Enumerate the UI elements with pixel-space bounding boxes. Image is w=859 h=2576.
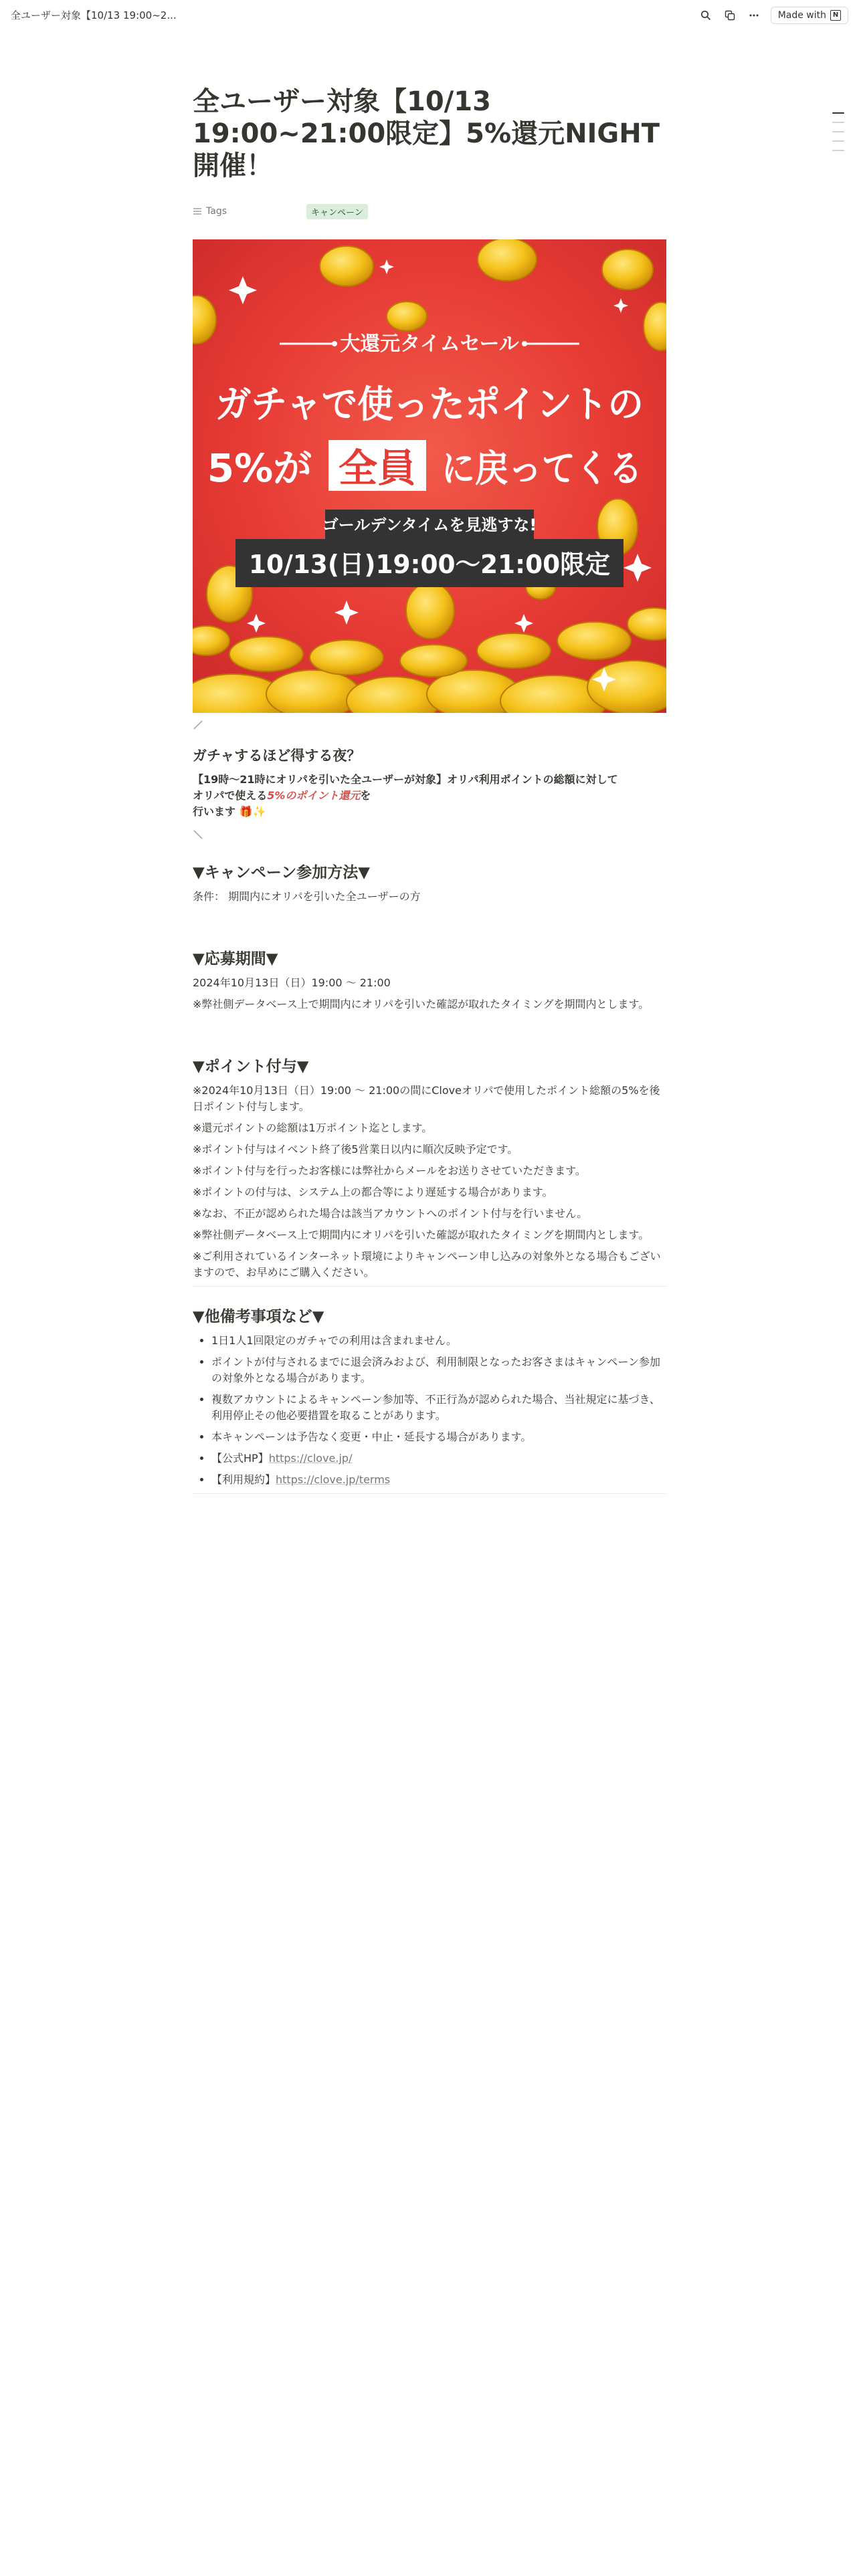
points-note: ※なお、不正が認められた場合は該当アカウントへのポイント付与を行いません。: [193, 1207, 588, 1220]
terms-label: 【利用規約】: [211, 1473, 276, 1486]
intro-highlight: 5%のポイント還元: [267, 789, 361, 802]
divider: [193, 1493, 666, 1494]
more-icon[interactable]: [747, 8, 761, 23]
made-with-notion-button[interactable]: [771, 7, 848, 24]
top-bar: [0, 0, 859, 30]
section-heading-period: ▼応募期間▼: [193, 950, 278, 968]
breadcrumb[interactable]: 全ユーザー対象【10/13 19:00~2...: [11, 9, 177, 21]
period-date: 2024年10月13日（日）19:00 〜 21:00: [193, 976, 391, 989]
intro-line-2-post: を: [360, 789, 371, 802]
made-with-label: Made with: [777, 9, 826, 21]
points-note: ※ご利用されているインターネット環境によりキャンペーン申し込みの対象外となる場合もございますので、お早めにご購入ください。: [193, 1250, 661, 1279]
search-icon[interactable]: [698, 8, 713, 23]
participation-condition: 条件： 期間内にオリパを引いた全ユーザーの方: [193, 890, 421, 903]
page-title: 全ユーザー対象【10/13 19:00~21:00限定】5%還元NIGHT開催！: [193, 86, 660, 181]
gift-sparkle-emoji: 🎁✨: [239, 805, 266, 818]
property-row-tags[interactable]: [193, 202, 666, 221]
tags-label: Tags: [206, 206, 227, 217]
points-note: ※還元ポイントの総額は1万ポイント迄とします。: [193, 1121, 433, 1134]
divider: [193, 1286, 666, 1287]
section-heading-notes: ▼他備考事項など▼: [193, 1308, 324, 1325]
intro-line-3: [193, 804, 666, 820]
list-item-terms: [211, 1472, 666, 1488]
notion-logo-icon: N: [830, 10, 841, 21]
points-note: ※ポイント付与はイベント終了後5営業日以内に順次反映予定です。: [193, 1143, 518, 1156]
toc-line[interactable]: [832, 150, 844, 151]
banner-sub-label: ゴールデンタイムを見逃すな!: [322, 516, 537, 534]
table-of-contents-rail[interactable]: [832, 112, 844, 159]
section-heading-participation: ▼キャンペーン参加方法▼: [193, 864, 370, 881]
banner-line-2-suffix: に戻ってくる: [442, 447, 642, 491]
list-icon: [193, 207, 202, 216]
list-item-official-site: [211, 1451, 666, 1467]
duplicate-icon[interactable]: [723, 8, 737, 23]
tag-badge[interactable]: キャンペーン: [306, 204, 368, 219]
topbar-actions: [698, 7, 848, 24]
divider-backslash-icon: [193, 829, 203, 840]
notes-list: [193, 1333, 666, 1488]
list-item: • ポイントが付与されるまでに退会済みおよび、利用制限となったお客さまはキャンペーン参加の対象外となる場合があります。: [211, 1354, 666, 1386]
official-site-link[interactable]: https://clove.jp/: [268, 1452, 353, 1465]
page-content: [193, 86, 666, 1511]
points-note: ※2024年10月13日（日）19:00 〜 21:00の間にCloveオリパで使用したポイント総額の5%を後日ポイント付与します。: [193, 1084, 660, 1113]
banner-line-2-prefix: 5%が: [207, 445, 312, 491]
toc-line[interactable]: [832, 131, 844, 132]
section-heading-points: ▼ポイント付与▼: [193, 1058, 309, 1075]
intro-line-2-pre: オリパで使える: [193, 789, 268, 802]
intro-heading: ガチャするほど得する夜？: [193, 748, 361, 764]
banner-headline: 大還元タイムセール: [340, 332, 519, 356]
banner-line-1: ガチャで使ったポイントの: [215, 383, 644, 427]
intro-line-1: 【19時〜21時にオリパを引いた全ユーザーが対象】オリパ利用ポイントの総額に対して: [193, 773, 618, 786]
toc-line[interactable]: [832, 122, 844, 123]
points-note: ※ポイント付与を行ったお客様には弊社からメールをお送りさせていただきます。: [193, 1164, 586, 1177]
list-item: • 本キャンペーンは予告なく変更・中止・延長する場合があります。: [211, 1429, 666, 1445]
divider-slash-icon: [193, 720, 203, 730]
intro-line-2: [193, 788, 666, 804]
official-site-label: 【公式HP】: [211, 1452, 269, 1465]
banner-date-label: 10/13(日)19:00〜21:00限定: [249, 550, 610, 579]
toc-line[interactable]: [832, 140, 844, 142]
intro-line-3-text: 行います: [193, 805, 236, 818]
terms-link[interactable]: https://clove.jp/terms: [276, 1473, 391, 1486]
list-item: • 1日1人1回限定のガチャでの利用は含まれません。: [211, 1333, 666, 1349]
points-note: ※弊社側データベース上で期間内にオリパを引いた確認が取れたタイミングを期間内とします。: [193, 1228, 650, 1241]
campaign-banner-image: [193, 239, 666, 713]
list-item: • 複数アカウントによるキャンペーン参加等、不正行為が認められた場合、当社規定に基づき、利用停止その他必要措置を取ることがあります。: [211, 1392, 666, 1424]
property-label: [193, 206, 306, 217]
toc-line[interactable]: [832, 112, 844, 114]
points-note: ※ポイントの付与は、システム上の都合等により遅延する場合があります。: [193, 1186, 553, 1198]
period-note: ※弊社側データベース上で期間内にオリパを引いた確認が取れたタイミングを期間内とします。: [193, 998, 650, 1010]
banner-line-2-box: 全員: [338, 445, 417, 491]
